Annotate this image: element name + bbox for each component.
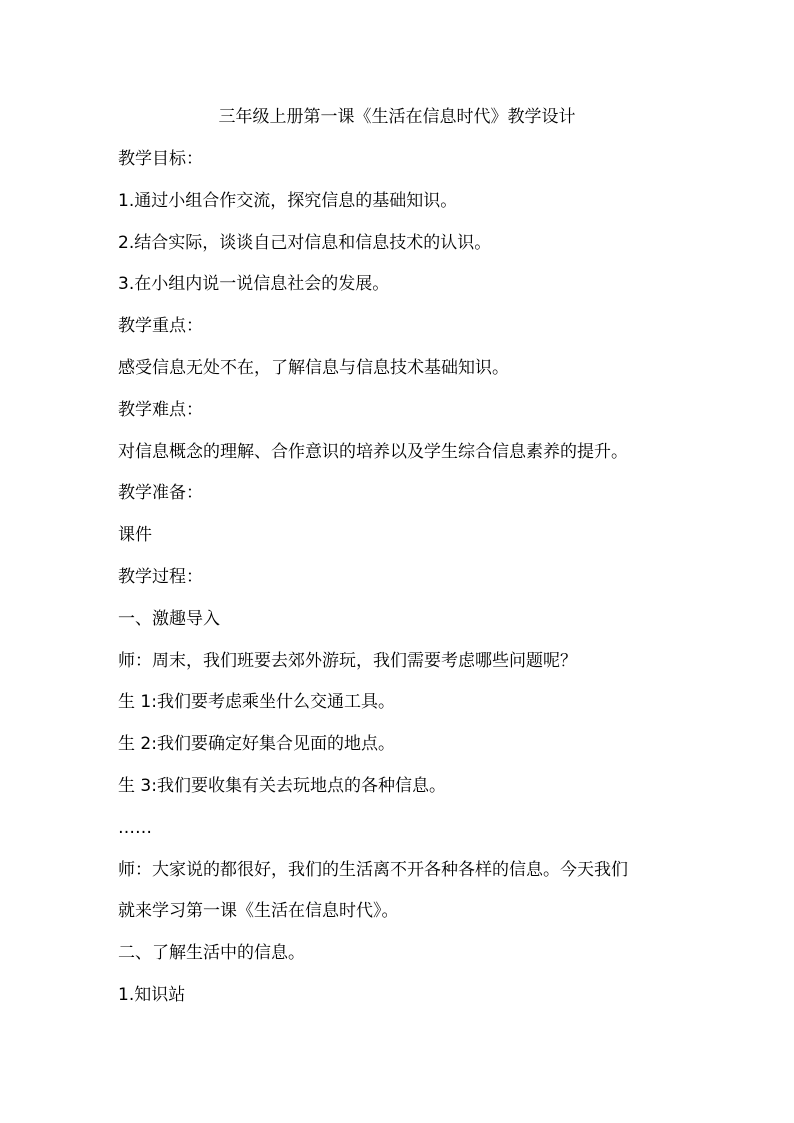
paragraph-line: 1.通过小组合作交流，探究信息的基础知识。 bbox=[118, 190, 458, 211]
section-heading: 一、激趣导入 bbox=[118, 608, 220, 629]
paragraph-line: 2.结合实际，谈谈自己对信息和信息技术的认识。 bbox=[118, 232, 492, 253]
paragraph-line: 生 1:我们要考虑乘坐什么交通工具。 bbox=[118, 692, 395, 713]
paragraph-line: 就来学习第一课《生活在信息时代》。 bbox=[118, 901, 399, 922]
section-heading: 二、了解生活中的信息。 bbox=[118, 943, 305, 964]
document-body bbox=[118, 147, 718, 1025]
document-title: 三年级上册第一课《生活在信息时代》教学设计 bbox=[218, 107, 576, 127]
paragraph-line: 师：大家说的都很好，我们的生活离不开各种各样的信息。今天我们 bbox=[118, 859, 628, 880]
paragraph-line: 对信息概念的理解、合作意识的培养以及学生综合信息素养的提升。 bbox=[118, 441, 628, 462]
paragraph-line: 课件 bbox=[118, 525, 152, 546]
paragraph-line: 生 3:我们要收集有关去玩地点的各种信息。 bbox=[118, 775, 446, 796]
ellipsis-line: …… bbox=[118, 817, 152, 838]
heading-difficulties: 教学难点： bbox=[118, 399, 203, 420]
heading-key-points: 教学重点： bbox=[118, 316, 203, 337]
paragraph-line: 3.在小组内说一说信息社会的发展。 bbox=[118, 274, 390, 295]
paragraph-line: 1.知识站 bbox=[118, 984, 186, 1005]
heading-process: 教学过程： bbox=[118, 566, 203, 587]
paragraph-line: 生 2:我们要确定好集合见面的地点。 bbox=[118, 734, 395, 755]
heading-teaching-goals: 教学目标： bbox=[118, 149, 203, 169]
heading-preparation: 教学准备： bbox=[118, 483, 203, 504]
paragraph-line: 师：周末，我们班要去郊外游玩，我们需要考虑哪些问题呢？ bbox=[118, 650, 577, 671]
paragraph-line: 感受信息无处不在，了解信息与信息技术基础知识。 bbox=[118, 357, 509, 378]
